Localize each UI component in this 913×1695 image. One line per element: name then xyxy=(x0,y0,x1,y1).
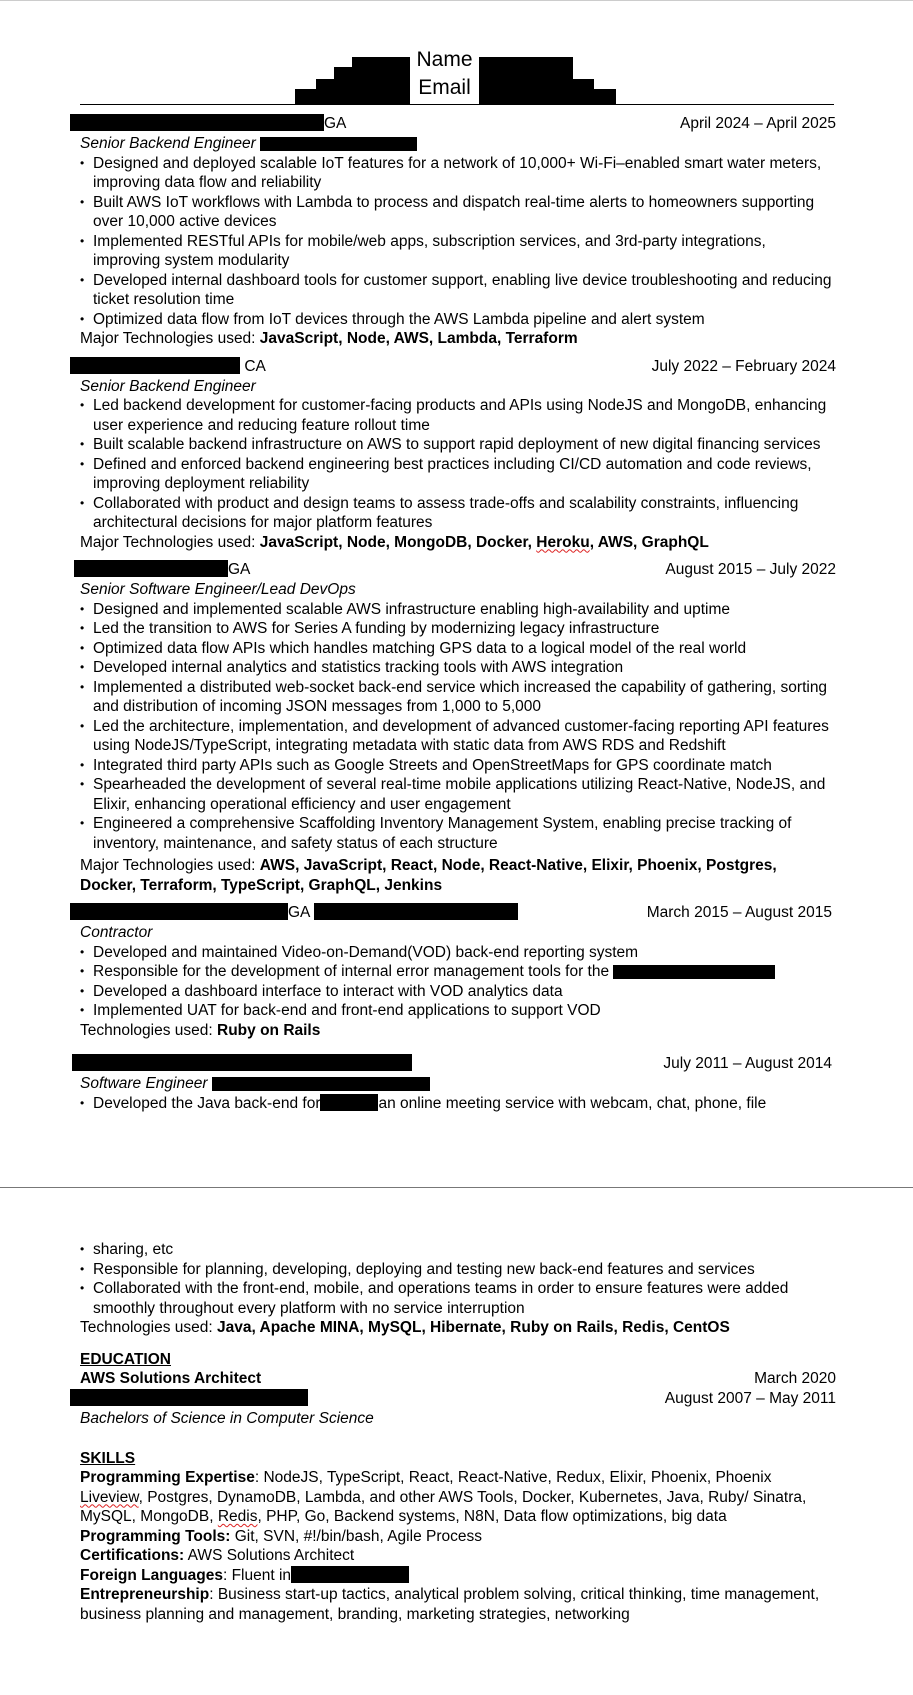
bullet-text: Developed the Java back-end for xyxy=(93,1094,321,1112)
bullet-item: • Implemented RESTful APIs for mobile/web apps, subscription services, and 3rd-party integrations, improving system modularity xyxy=(80,232,836,271)
bullet-item: • Optimized data flow APIs which handles matching GPS data to a logical model of the real world xyxy=(80,639,836,659)
skill-entrepreneurship xyxy=(80,1585,836,1624)
tech-line xyxy=(80,329,836,349)
page-2-content xyxy=(80,1240,836,1624)
redaction-block xyxy=(314,903,518,920)
redaction-block xyxy=(571,79,594,105)
tech-label: Major Technologies used: xyxy=(80,857,260,874)
job-dates: August 2015 – July 2022 xyxy=(665,561,836,578)
skill-text: : Fluent in xyxy=(222,1566,292,1584)
job-title: Senior Backend Engineer xyxy=(80,377,256,395)
skill-label: Foreign Languages xyxy=(80,1566,223,1584)
job-location: GA xyxy=(324,115,347,132)
skill-certifications xyxy=(80,1546,836,1566)
bullet-item: • Developed internal analytics and statistics tracking tools with AWS integration xyxy=(80,658,836,678)
skill-text: , Postgres, DynamoDB, Lambda, and other AWS Tools, Docker, Kubernetes, Java, Ruby/ Sinatra, MySQL, MongoDB, xyxy=(80,1488,807,1525)
tech-label: Technologies used: xyxy=(80,1319,218,1336)
job-bullets xyxy=(80,1094,836,1114)
skill-text: Git, SVN, #!/bin/bash, Agile Process xyxy=(230,1527,482,1545)
bullet-item: • Collaborated with product and design teams to assess trade-offs and scalability constraints, influencing architectural decisions for major platform features xyxy=(80,494,836,533)
header-rule xyxy=(80,104,834,105)
skill-label: Certifications: xyxy=(80,1547,185,1564)
tech-list: JavaScript, Node, AWS, Lambda, Terraform xyxy=(259,330,578,347)
redaction-block xyxy=(70,114,324,131)
skill-text: , PHP, Go, Backend systems, N8N, Data flow optimizations, big data xyxy=(257,1508,727,1525)
job-location: GA xyxy=(228,561,251,578)
skill-text: AWS Solutions Architect xyxy=(184,1547,355,1564)
redaction-block xyxy=(70,903,288,920)
job-entry xyxy=(80,357,836,553)
skill-foreign-languages xyxy=(80,1566,836,1586)
skill-text: : Business start-up tactics, analytical problem solving, critical thinking, time management, business planning and management, branding, marketing strategies, networking xyxy=(80,1586,820,1623)
bullet-item: • Led the transition to AWS for Series A funding by modernizing legacy infrastructure xyxy=(80,619,836,639)
job-dates: April 2024 – April 2025 xyxy=(680,115,836,132)
bullet-item: • Responsible for planning, developing, deploying and testing new back-end features and services xyxy=(80,1260,836,1280)
tech-line xyxy=(80,1318,836,1338)
bullet-item xyxy=(80,962,836,982)
candidate-email: Email xyxy=(418,76,471,99)
job-title: Software Engineer xyxy=(80,1075,208,1092)
bullet-item: • Developed and maintained Video-on-Demand(VOD) back-end reporting system xyxy=(80,943,836,963)
redaction-block xyxy=(70,1389,308,1406)
skill-text: Redis xyxy=(217,1508,258,1525)
tech-line xyxy=(80,533,836,553)
resume-page-2 xyxy=(0,1187,913,1695)
bullet-item: • Led backend development for customer-facing products and APIs using NodeJS and MongoDB, enhancing user experience and reducing feature rollout time xyxy=(80,396,836,435)
skill-text: Liveview xyxy=(80,1488,139,1506)
bullet-item: • Engineered a comprehensive Scaffolding Inventory Management System, enabling precise tracking of inventory, maintenance, and safety status of each structure xyxy=(80,814,836,853)
redaction-block xyxy=(334,67,354,105)
skill-text: : NodeJS, TypeScript, React, React-Native, Redux, Elixir, Phoenix, Phoenix xyxy=(254,1469,772,1486)
job-location: GA xyxy=(288,904,310,921)
job-entry xyxy=(80,1054,836,1113)
job-dates: July 2022 – February 2024 xyxy=(651,357,836,375)
redaction-block xyxy=(70,357,240,374)
bullet-item: • Built scalable backend infrastructure on AWS to support rapid deployment of new digital financing services xyxy=(80,435,836,455)
tech-list: , AWS, GraphQL xyxy=(589,533,709,551)
job-title: Senior Software Engineer/Lead DevOps xyxy=(80,581,356,598)
redaction-block xyxy=(316,79,336,105)
education-section xyxy=(80,1350,836,1429)
bullet-item: • Developed internal dashboard tools for customer support, enabling live device troubleshooting and reducing ticket resolution time xyxy=(80,271,836,310)
skill-label: Programming Tools: xyxy=(80,1527,231,1545)
redaction-block xyxy=(592,89,616,105)
candidate-name: Name xyxy=(416,48,473,71)
job-bullets xyxy=(80,396,836,533)
experience-section xyxy=(80,114,836,1121)
job-title: Senior Backend Engineer xyxy=(80,135,256,152)
bullet-item: • Implemented a distributed web-socket back-end service which increased the capability of gathering, sorting and distribution of incoming JSON messages from 1,000 to 5,000 xyxy=(80,678,836,717)
school-dates: August 2007 – May 2011 xyxy=(664,1390,836,1407)
tech-label: Major Technologies used: xyxy=(80,533,260,551)
bullet-item: • Implemented UAT for back-end and front-end applications to support VOD xyxy=(80,1001,836,1021)
job-bullets xyxy=(80,943,836,1021)
redaction-block xyxy=(352,57,410,105)
job-entry xyxy=(80,560,836,895)
education-heading: EDUCATION xyxy=(80,1350,171,1368)
job-dates: March 2015 – August 2015 xyxy=(646,904,832,921)
bullet-item: • Collaborated with the front-end, mobile, and operations teams in order to ensure features were added smoothly throughout every platform with no service interruption xyxy=(80,1279,836,1318)
job-entry xyxy=(80,114,836,349)
redaction-block xyxy=(320,1094,378,1111)
tech-list: Heroku xyxy=(536,533,590,551)
job-bullets xyxy=(80,600,836,854)
job-entry xyxy=(80,903,836,1040)
certification-name: AWS Solutions Architect xyxy=(80,1370,262,1387)
skill-label: Programming Expertise xyxy=(80,1469,255,1486)
bullet-item: • Developed a dashboard interface to interact with VOD analytics data xyxy=(80,982,836,1002)
redaction-block xyxy=(74,560,228,577)
tech-list: Ruby on Rails xyxy=(217,1021,321,1039)
job-location: CA xyxy=(244,357,266,375)
bullet-item: • Integrated third party APIs such as Google Streets and OpenStreetMaps for GPS coordinate match xyxy=(80,756,836,776)
bullet-item: • Built AWS IoT workflows with Lambda to process and dispatch real-time alerts to homeowners supporting over 10,000 active devices xyxy=(80,193,836,232)
skill-programming-expertise xyxy=(80,1468,836,1527)
skill-programming-tools xyxy=(80,1527,836,1547)
job-dates: July 2011 – August 2014 xyxy=(663,1055,832,1072)
job-title: Contractor xyxy=(80,924,153,941)
bullet-item: • Designed and implemented scalable AWS infrastructure enabling high-availability and uptime xyxy=(80,600,836,620)
bullet-item: • Optimized data flow from IoT devices through the AWS Lambda pipeline and alert system xyxy=(80,310,836,330)
tech-line xyxy=(80,856,836,895)
tech-list: JavaScript, Node, MongoDB, Docker, xyxy=(259,533,537,551)
redaction-block xyxy=(72,1054,412,1071)
redaction-block xyxy=(613,965,775,979)
bullet-item: • Led the architecture, implementation, and development of advanced customer-facing reporting API features using NodeJS/TypeScript, integrating metadata with static data from AWS RDS and Redshift xyxy=(80,717,836,756)
bullet-item: • Defined and enforced backend engineering best practices including CI/CD automation and code reviews, improving deployment reliability xyxy=(80,455,836,494)
skills-heading: SKILLS xyxy=(80,1449,136,1467)
redaction-block xyxy=(260,137,417,151)
job-bullets xyxy=(80,1240,836,1318)
bullet-item xyxy=(80,1094,836,1114)
bullet-text: Responsible for the development of internal error management tools for the xyxy=(93,963,610,980)
tech-list: Java, Apache MINA, MySQL, Hibernate, Ruby on Rails, Redis, CentOS xyxy=(217,1319,730,1336)
bullet-item: • Spearheaded the development of several real-time mobile applications utilizing React-Native, NodeJS, and Elixir, enhancing operational efficiency and user engagement xyxy=(80,775,836,814)
tech-line xyxy=(80,1021,836,1041)
tech-label: Technologies used: xyxy=(80,1021,218,1039)
skills-section xyxy=(80,1449,836,1625)
bullet-text: an online meeting service with webcam, chat, phone, file xyxy=(378,1094,767,1112)
certification-date: March 2020 xyxy=(754,1370,836,1387)
bullet-item: • Designed and deployed scalable IoT features for a network of 10,000+ Wi-Fi–enabled smart water meters, improving data flow and reliability xyxy=(80,154,836,193)
degree: Bachelors of Science in Computer Science xyxy=(80,1410,374,1427)
redaction-block xyxy=(479,57,573,105)
job-bullets xyxy=(80,154,836,330)
redaction-block xyxy=(291,1566,409,1583)
tech-list: AWS, JavaScript, React, Node, React-Native, Elixir, Phoenix, Postgres, Docker, Terraform, TypeScript, GraphQL, Jenkins xyxy=(80,857,777,894)
redaction-block xyxy=(295,89,318,105)
skill-label: Entrepreneurship xyxy=(80,1586,210,1603)
redaction-block xyxy=(212,1077,430,1091)
resume-header xyxy=(0,1,913,106)
tech-label: Major Technologies used: xyxy=(80,330,260,347)
bullet-continuation: • sharing, etc xyxy=(80,1240,836,1260)
